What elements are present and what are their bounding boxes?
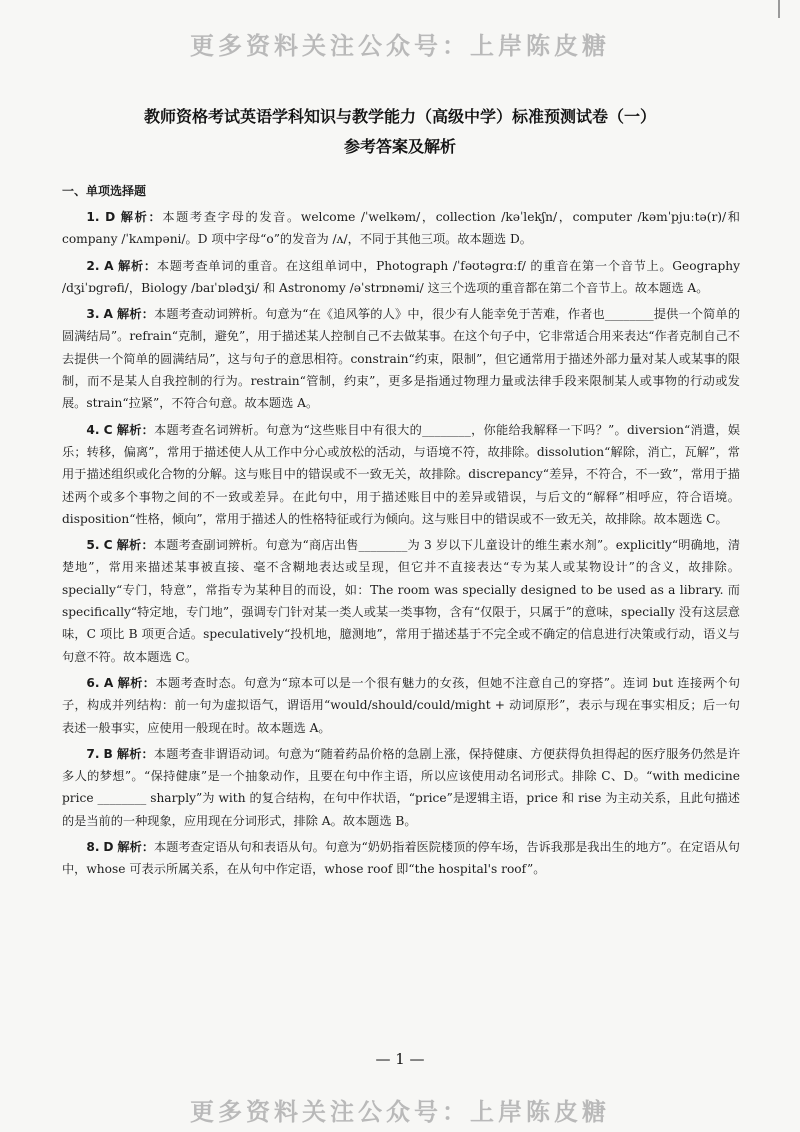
page-number: — 1 — <box>375 1050 425 1068</box>
answer-item-7 <box>62 743 740 832</box>
question-number: 7. <box>86 746 100 761</box>
analysis-text: 本题考查动词辨析。句意为“在《追风筝的人》中，很少有人能幸免于苦难，作者也________提供一个简单的圆满结局”。refrain“克制，避免”，用于描述某人控制自己不去做某事。在这个句子中，它非常适合用来表达“作者克制自己不去提供一个简单的圆满结局”，这与句子的意思相符。constrain“约束，限制”，但它通常用于描述外部力量对某人或某事的限制，而不是某人自我控制的行为。restrain“管制，约束”，更多是指通过物理力量或法律手段来限制某人或事物的行动或发展。strain“拉紧”，不符合句意。故本题选 A。 <box>62 307 741 411</box>
document-title: 教师资格考试英语学科知识与教学能力（高级中学）标准预测试卷（一） <box>143 107 656 126</box>
watermark-bottom: 更多资料关注公众号：上岸陈皮糖 <box>190 1098 610 1126</box>
answer-item-2 <box>62 255 740 300</box>
answer-letter: C <box>103 538 113 553</box>
analysis-label: 解析： <box>120 210 163 224</box>
answer-item-8 <box>62 836 740 881</box>
section-heading: 一、单项选择题 <box>62 184 147 198</box>
watermark-top: 更多资料关注公众号：上岸陈皮糖 <box>190 32 610 60</box>
analysis-label: 解析： <box>116 746 154 761</box>
answer-letter: B <box>103 746 113 761</box>
question-number: 3. <box>86 307 100 322</box>
analysis-text: 本题考查字母的发音。welcome /ˈwelkəm/，collection /kəˈlekʃn/，computer /kəmˈpjuːtə(r)/和 company /ˈkʌmpəni/。D 项中字母“o”的发音为 /ʌ/，不同于其他三项。故本题选 D。 <box>62 210 740 247</box>
analysis-text: 本题考查单词的重音。在这组单词中，Photograph /ˈfəʊtəgrɑːf/ 的重音在第一个音节上。Geography /dʒiˈɒgrəfi/，Biology /baɪˈɒlədʒi/ 和 Astronomy /əˈstrɒnəmi/ 这三个选项的重音都在第二个音节上。故本题选 A。 <box>62 258 741 295</box>
answer-letter: A <box>104 258 114 273</box>
document-subtitle: 参考答案及解析 <box>343 137 456 156</box>
answer-letter: A <box>103 675 114 690</box>
analysis-label: 解析： <box>118 258 157 273</box>
analysis-label: 解析： <box>117 675 156 690</box>
question-number: 2. <box>86 258 100 273</box>
analysis-text: 本题考查副词辨析。句意为“商店出售________为 3 岁以下儿童设计的维生素水剂”。explicitly“明确地，清楚地”，常用来描述某事被直接、毫不含糊地表达或呈现，但它并不直接表达“专为某人或某物设计”的含义，故排除。specially“专门，特意”，常指专为某种目的而设，如：The room was specially designed to be used as a library. 而 specifically“特定地，专门地”，强调专门针对某一类人或某一类事物，含有“仅限于，只属于”的意味，specially 没有这层意味，C 项比 B 项更合适。speculatively“投机地，臆测地”，常用于描述基于不完全或不确定的信息进行决策或行动，语义与句意不符。故本题选 C。 <box>62 538 741 664</box>
analysis-label: 解析： <box>117 840 155 855</box>
answer-item-3 <box>62 303 740 414</box>
analysis-label: 解析： <box>116 538 154 553</box>
analysis-text: 本题考查非谓语动词。句意为“随着药品价格的急剧上涨，保持健康、方便获得负担得起的医疗服务仍然是许多人的梦想”。“保持健康”是一个抽象动作，且要在句中作主语，所以应该使用动名词形式。排除 C、D。“with medicine price ________ sharply”为 with 的复合结构，在句中作状语，“price”是逻辑主语，price 和 rise 为主动关系，且此句描述的是当前的一种现象，应用现在分词形式，排除 A。故本题选 B。 <box>62 746 741 828</box>
question-number: 6. <box>86 675 100 690</box>
answer-item-5 <box>62 534 740 668</box>
answer-item-1 <box>62 206 740 251</box>
answer-letter: C <box>103 422 113 437</box>
question-number: 5. <box>86 538 100 553</box>
question-number: 1. <box>86 210 100 224</box>
answer-list <box>62 206 740 885</box>
question-number: 8. <box>86 840 100 855</box>
analysis-text: 本题考查定语从句和表语从句。句意为“奶奶指着医院楼顶的停车场，告诉我那是我出生的地方”。在定语从句中，whose 可表示所属关系，在从句中作定语，whose roof 即“the hospital's roof”。 <box>62 840 740 877</box>
answer-item-4 <box>62 419 740 530</box>
answer-letter: D <box>103 840 114 855</box>
answer-letter: D <box>105 210 116 224</box>
analysis-text: 本题考查名词辨析。句意为“这些账目中有很大的________，你能给我解释一下吗？”。diversion“消遣，娱乐；转移，偏离”，常用于描述使人从工作中分心或放松的活动，与语境不符，故排除。dissolution“解除，消亡，瓦解”，常用于描述组织或化合物的分解。这与账目中的错误或不一致无关，故排除。discrepancy“差异，不符合，不一致”，常用于描述两个或多个事物之间的不一致或差异。在此句中，用于描述账目中的差异或错误，与后文的“解释”相呼应，符合语境。disposition“性格，倾向”，常用于描述人的性格特征或行为倾向。这与账目中的错误或不一致无关，故排除。故本题选 C。 <box>62 422 741 526</box>
answer-letter: A <box>103 307 113 322</box>
analysis-label: 解析： <box>116 422 155 437</box>
page-edge-mark <box>772 0 780 18</box>
analysis-label: 解析： <box>117 307 155 322</box>
analysis-text: 本题考查时态。句意为“琼本可以是一个很有魅力的女孩，但她不注意自己的穿搭”。连词 but 连接两个句子，构成并列结构：前一句为虚拟语气，谓语用“would/should/could/might + 动词原形”，表示与现在事实相反；后一句表述一般事实，应使用一般现在时。故本题选 A。 <box>62 675 741 735</box>
question-number: 4. <box>86 422 100 437</box>
answer-item-6 <box>62 672 740 739</box>
